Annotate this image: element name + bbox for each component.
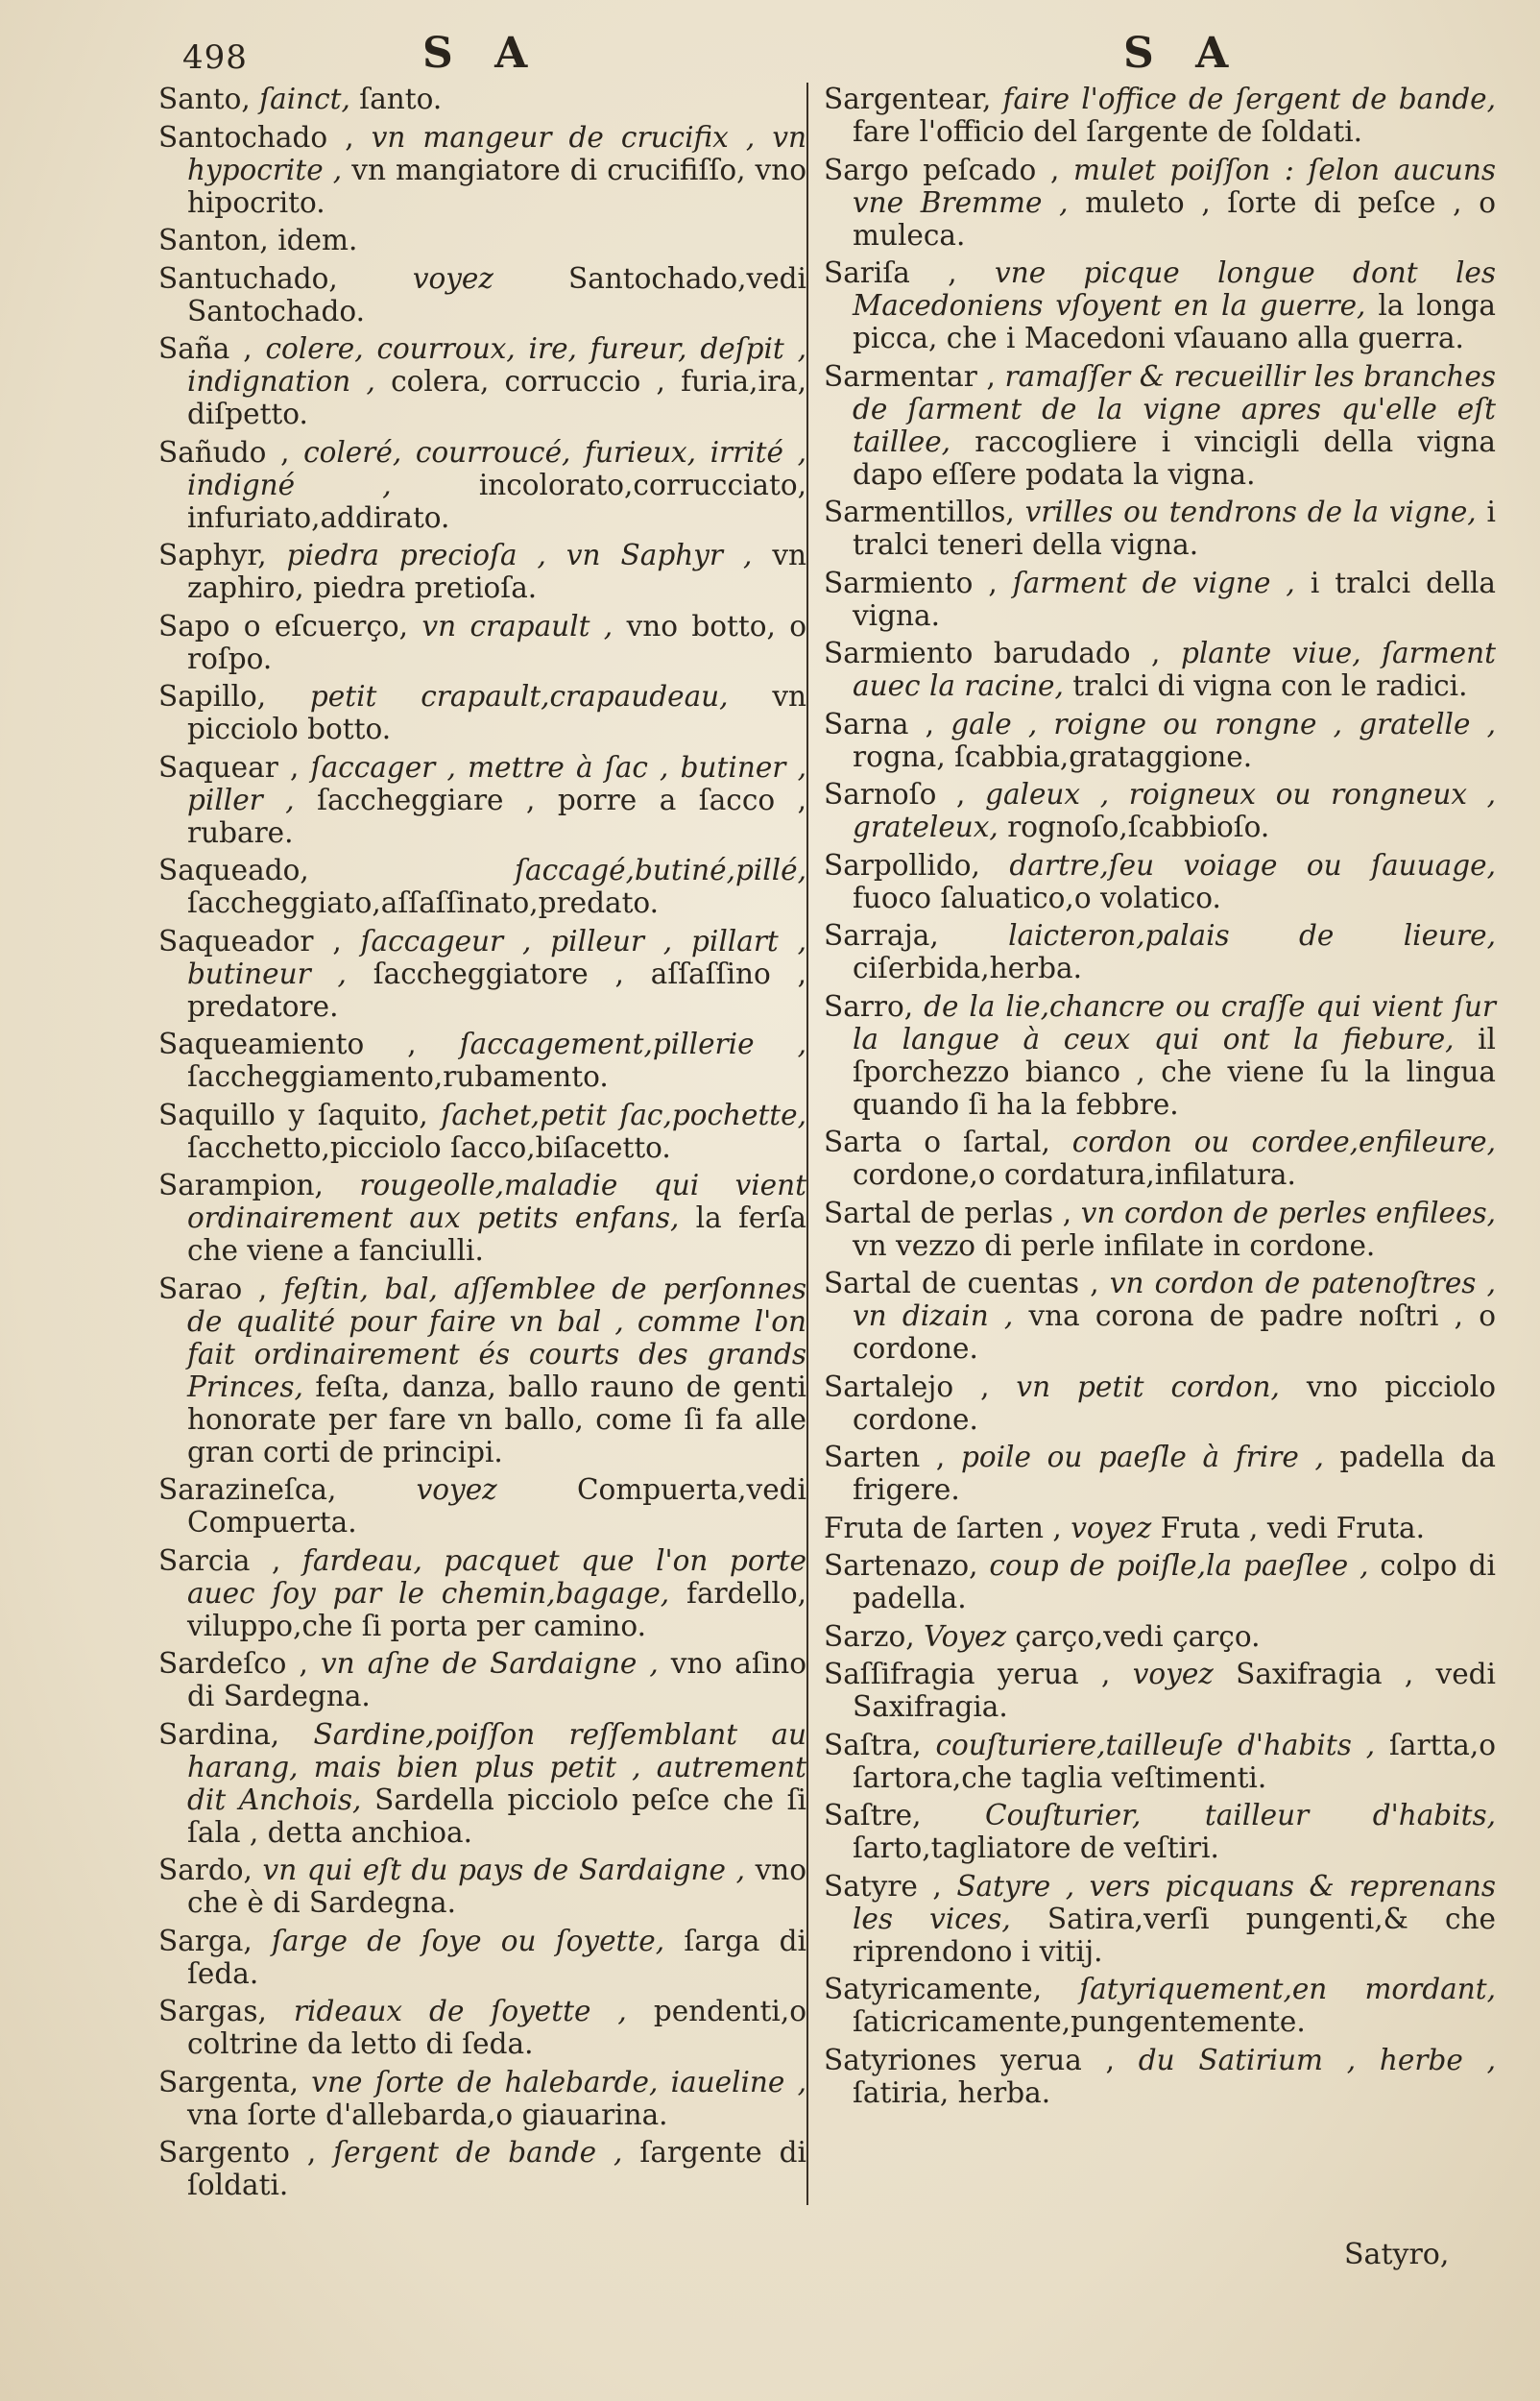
headword: Santon, [158, 224, 269, 256]
italian-gloss: Satira,verſi pungenti,& che riprendono i vitij. [853, 1902, 1496, 1968]
french-gloss: ramaſſer & recueillir les branches de ſarment de la vigne apres qu'elle eſt taillee, [853, 359, 1496, 458]
headword: Sarga, [158, 1924, 253, 1957]
french-gloss: voyez [412, 261, 493, 295]
italian-gloss: raccogliere i vincigli della vigna dapo eſſere podata la vigna. [853, 424, 1496, 491]
dictionary-entry [158, 1169, 806, 1267]
italian-gloss: Sardella picciolo peſce che ſi ſala , detta anchioa. [187, 1783, 806, 1849]
italian-gloss: i tralci teneri della vigna. [853, 496, 1496, 561]
french-gloss: mulet poiſſon : ſelon aucuns vne Bremme , [853, 153, 1496, 219]
dictionary-entry [824, 1658, 1496, 1723]
headword: Santo, [158, 83, 251, 115]
italian-gloss: vno picciolo cordone. [853, 1370, 1496, 1436]
dictionary-entry [158, 332, 806, 430]
running-head-right: S A [1123, 29, 1242, 78]
headword: Saqueador , [158, 924, 342, 958]
dictionary-entry [824, 1370, 1496, 1436]
french-gloss: faire l'office de ſergent de bande, [1002, 83, 1496, 115]
headword: Sapo o eſcuerço, [158, 609, 409, 643]
italian-gloss: rogna, ſcabbia,grataggione. [853, 740, 1253, 773]
french-gloss: ſaccageur , pilleur , pillart , butineur , [187, 924, 806, 990]
french-gloss: du Satirium , herbe , [1138, 2043, 1496, 2076]
italian-gloss: vno che è di Sardegna. [187, 1854, 806, 1919]
dictionary-entry [158, 610, 806, 675]
headword: Satyricamente, [824, 1973, 1043, 2005]
dictionary-entry [824, 496, 1496, 561]
italian-gloss: ſarga di ſeda. [187, 1924, 806, 1990]
italian-gloss: ſanto. [359, 83, 443, 115]
headword: Sarao , [158, 1272, 268, 1305]
french-gloss: ſarge de ſoye ou ſoyette, [271, 1924, 665, 1957]
headword: Sapillo, [158, 680, 267, 713]
italian-gloss: ſarto,tagliatore de veſtiri. [853, 1831, 1219, 1864]
italian-gloss: Santochado,vedi Santochado. [187, 261, 806, 327]
dictionary-entry [158, 2066, 806, 2131]
french-gloss: ſaccagement,pillerie , [459, 1028, 806, 1060]
headword: Sardeſco , [158, 1647, 308, 1680]
french-gloss: voyez [416, 1473, 497, 1506]
french-gloss: piedra precioſa , vn Saphyr , [286, 539, 753, 571]
headword: Sarmentar , [824, 359, 996, 393]
dictionary-entry [158, 1099, 806, 1164]
italian-gloss: vn vezzo di perle infilate in cordone. [853, 1228, 1376, 1262]
headword: Santuchado, [158, 261, 338, 295]
french-gloss: voyez [1132, 1658, 1214, 1690]
italian-gloss: ciſerbida,herba. [853, 952, 1083, 984]
headword: Satyriones yerua , [824, 2043, 1115, 2076]
headword: Saquillo y ſaquito, [158, 1098, 428, 1131]
dictionary-entry [158, 83, 806, 115]
italian-gloss: vna ſorte d'allebarda,o giauarina. [187, 2098, 668, 2131]
dictionary-entry [824, 360, 1496, 491]
headword: Sarten , [824, 1441, 946, 1473]
headword: Santochado , [158, 120, 354, 154]
headword: Saña , [158, 332, 253, 365]
dictionary-entry [158, 680, 806, 745]
italian-gloss: incolorato,corrucciato, infuriato,addirato. [187, 468, 806, 534]
dictionary-entry [158, 224, 806, 256]
french-gloss: poile ou paeſle à frire , [960, 1441, 1324, 1473]
italian-gloss: vn mangiatore di crucifiſſo, vno hipocrito. [187, 153, 806, 219]
headword: Saphyr, [158, 539, 267, 571]
headword: Sarazineſca, [158, 1473, 337, 1506]
italian-gloss: idem. [277, 224, 358, 256]
dictionary-entry [824, 567, 1496, 632]
catchword: Satyro, [1344, 2238, 1450, 2271]
italian-gloss: çarço,vedi çarço. [1015, 1619, 1261, 1653]
french-gloss: couſturiere,tailleuſe d'habits , [935, 1728, 1376, 1761]
left-column [158, 83, 806, 2207]
italian-gloss: feſta, danza, ballo rauno de genti honorate per fare vn ballo, come ſi fa alle gran corti de principi. [187, 1370, 806, 1468]
headword: Fruta de ſarten , [824, 1511, 1062, 1544]
headword: Sarzo, [824, 1619, 915, 1653]
headword: Saſſifragia yerua , [824, 1658, 1111, 1690]
headword: Sartenazo, [824, 1549, 978, 1582]
italian-gloss: colpo di padella. [853, 1549, 1496, 1614]
french-gloss: dartre,ſeu voiage ou ſauuage, [1009, 848, 1496, 882]
french-gloss: coup de poiſle,la paeſlee , [989, 1549, 1369, 1582]
headword: Saqueamiento , [158, 1028, 417, 1060]
french-gloss: Satyre , vers picquans & reprenans les vices, [853, 1869, 1496, 1935]
french-gloss: ſaccagé,butiné,pillé, [515, 854, 806, 886]
dictionary-entry [158, 925, 806, 1023]
dictionary-entry [158, 1273, 806, 1468]
french-gloss: Sardine,poiſſon reſſemblant au harang, mais bien plus petit , autrement dit Anchois, [187, 1717, 806, 1816]
dictionary-entry [158, 854, 806, 919]
french-gloss: ſergent de bande , [333, 2136, 623, 2169]
italian-gloss: vn picciolo botto. [187, 680, 806, 745]
headword: Sarpollido, [824, 848, 980, 882]
italian-gloss: ſargente di ſoldati. [187, 2136, 806, 2201]
dictionary-entry [824, 919, 1496, 984]
dictionary-entry [824, 83, 1496, 148]
dictionary-entry [824, 778, 1496, 843]
dictionary-entry [824, 1620, 1496, 1653]
italian-gloss: pendenti,o coltrine da letto di ſeda. [187, 1995, 806, 2060]
dictionary-entry [824, 849, 1496, 914]
french-gloss: rougeolle,maladie qui vient ordinairement aux petits enfans, [187, 1169, 806, 1234]
dictionary-entry [158, 539, 806, 604]
italian-gloss: i tralci della vigna. [853, 566, 1496, 632]
french-gloss: vn cordon de perles enfilees, [1080, 1196, 1496, 1229]
dictionary-entry [158, 1718, 806, 1849]
headword: Sardo, [158, 1854, 253, 1886]
headword: Sargenta, [158, 2065, 300, 2098]
french-gloss: ſarment de vigne , [1012, 566, 1295, 599]
headword: Sartal de perlas , [824, 1196, 1072, 1229]
italian-gloss: ſacchetto,picciolo ſacco,biſacetto. [187, 1130, 671, 1164]
italian-gloss: vna corona de padre noſtri , o cordone. [853, 1299, 1496, 1365]
dictionary-entry [824, 1799, 1496, 1864]
dictionary-entry [824, 1512, 1496, 1544]
running-head-left: S A [422, 29, 541, 78]
italian-gloss: vn zaphiro, piedra pretioſa. [187, 539, 806, 604]
headword: Sarta o ſartal, [824, 1126, 1050, 1158]
dictionary-entry [158, 2136, 806, 2201]
headword: Saqueado, [158, 854, 309, 886]
dictionary-entry [824, 1197, 1496, 1262]
dictionary-entry [158, 1995, 806, 2060]
dictionary-entry [158, 1854, 806, 1919]
italian-gloss: il ſporchezzo bianco , che viene ſu la lingua quando ſi ha la febbre. [853, 1022, 1496, 1121]
headword: Sartalejo , [824, 1370, 990, 1403]
dictionary-entry [158, 1925, 806, 1990]
french-gloss: vn cordon de patenoſtres , vn dizain , [853, 1267, 1497, 1332]
french-gloss: petit crapault,crapaudeau, [309, 680, 729, 713]
french-gloss: rideaux de ſoyette , [293, 1995, 627, 2027]
italian-gloss: Fruta , vedi Fruta. [1160, 1511, 1426, 1544]
dictionary-entry [158, 262, 806, 327]
italian-gloss: ſaccheggiatore , aſſaſſino , predatore. [187, 957, 806, 1023]
french-gloss: vne picque longue dont les Macedoniens vſoyent en la guerre, [853, 256, 1496, 322]
french-gloss: ſaccager , mettre à ſac , butiner , piller , [187, 750, 806, 816]
dictionary-entry [158, 1028, 806, 1093]
italian-gloss: ſaccheggiamento,rubamento. [187, 1060, 609, 1093]
headword: Sardina, [158, 1717, 280, 1751]
headword: Sariſa , [824, 256, 957, 289]
dictionary-entry [824, 1870, 1496, 1968]
french-gloss: Couſturier, tailleur d'habits, [985, 1799, 1496, 1831]
italian-gloss: Saxifragia , vedi Saxifragia. [853, 1658, 1496, 1723]
headword: Sarmiento barudado , [824, 637, 1161, 669]
headword: Sargentear, [824, 83, 992, 115]
dictionary-entry [824, 990, 1496, 1121]
dictionary-entry [824, 1549, 1496, 1614]
french-gloss: voyez [1071, 1511, 1152, 1544]
headword: Sarnoſo , [824, 778, 966, 811]
headword: Sarampion, [158, 1169, 324, 1201]
dictionary-entry [824, 1126, 1496, 1191]
french-gloss: vne ſorte de halebarde, iaueline , [311, 2065, 806, 2098]
french-gloss: Voyez [923, 1619, 1007, 1653]
headword: Sarna , [824, 707, 935, 740]
french-gloss: de la lie,chancre ou craſſe qui vient ſur la langue à ceux qui ont la fiebure, [853, 989, 1496, 1055]
italian-gloss: ſaccheggiare , porre a ſacco , rubare. [187, 783, 806, 849]
page-number: 498 [182, 38, 248, 77]
dictionary-entry [158, 121, 806, 219]
dictionary-entry [824, 1441, 1496, 1506]
french-gloss: vrilles ou tendrons de la vigne, [1024, 496, 1477, 528]
french-gloss: vn petit cordon, [1016, 1370, 1280, 1403]
headword: Sarro, [824, 989, 914, 1023]
dictionary-entry [824, 256, 1496, 354]
french-gloss: ſatyriquement,en mordant, [1079, 1973, 1496, 2005]
french-gloss: gale , roigne ou rongne , gratelle , [950, 707, 1496, 740]
dictionary-entry [824, 154, 1496, 252]
dictionary-entry [824, 1267, 1496, 1365]
headword: Sargento , [158, 2136, 317, 2169]
italian-gloss: padella da frigere. [853, 1441, 1496, 1506]
french-gloss: vn qui eſt du pays de Sardaigne , [262, 1854, 745, 1886]
french-gloss: cordon ou cordee,enfileure, [1071, 1126, 1496, 1158]
french-gloss: ſachet,petit ſac,pochette, [441, 1098, 806, 1131]
french-gloss: galeux , roigneux ou rongneux , grateleux, [853, 778, 1497, 843]
italian-gloss: muleto , ſorte di peſce , o muleca. [853, 185, 1496, 252]
italian-gloss: ſartta,o ſartora,che taglia veſtimenti. [853, 1728, 1496, 1794]
italian-gloss: fardello, viluppo,che ſi porta per camino. [187, 1576, 806, 1642]
headword: Sargo peſcado , [824, 153, 1060, 186]
dictionary-entry [824, 708, 1496, 773]
french-gloss: feſtin, bal, aſſemblee de perſonnes de qualité pour faire vn bal , comme l'on fait ordinairement és courts des grands Princes, [187, 1272, 806, 1403]
headword: Sarmentillos, [824, 496, 1015, 528]
dictionary-entry [824, 637, 1496, 702]
french-gloss: vn mangeur de crucifix , vn hypocrite , [187, 120, 806, 186]
french-gloss: coleré, courroucé, furieux, irrité , indigné , [187, 435, 806, 501]
dictionary-entry [158, 1647, 806, 1712]
headword: Sargas, [158, 1995, 267, 2027]
headword: Sartal de cuentas , [824, 1267, 1099, 1299]
italian-gloss: cordone,o cordatura,infilatura. [853, 1158, 1296, 1191]
dictionary-entry [158, 1544, 806, 1642]
italian-gloss: colera, corruccio , furia,ira, diſpetto. [187, 365, 806, 430]
headword: Saquear , [158, 750, 300, 784]
italian-gloss: rognoſo,ſcabbioſo. [1007, 811, 1270, 843]
french-gloss: ſainct, [259, 83, 350, 115]
french-gloss: vn crapault , [421, 609, 614, 643]
french-gloss: plante viue, ſarment auec la racine, [853, 637, 1496, 702]
dictionary-entry [158, 1473, 806, 1539]
italian-gloss: tralci di vigna con le radici. [1072, 669, 1468, 702]
dictionary-entry [158, 751, 806, 849]
italian-gloss: fare l'officio del ſargente de ſoldati. [853, 115, 1362, 148]
italian-gloss: vno aſino di Sardegna. [187, 1647, 806, 1712]
dictionary-entry [824, 1729, 1496, 1794]
headword: Sañudo , [158, 435, 290, 469]
french-gloss: laicteron,palais de lieure, [1008, 919, 1496, 952]
italian-gloss: la ferſa che viene a fanciulli. [187, 1201, 806, 1267]
headword: Sarmiento , [824, 566, 998, 599]
italian-gloss: ſaticricamente,pungentemente. [853, 2005, 1306, 2038]
dictionary-entry [824, 1973, 1496, 2038]
dictionary-entry [824, 2044, 1496, 2109]
italian-gloss: fuoco ſaluatico,o volatico. [853, 881, 1221, 914]
headword: Sarcia , [158, 1543, 281, 1577]
dictionary-entry [158, 436, 806, 534]
italian-gloss: vno botto, o roſpo. [187, 609, 806, 675]
italian-gloss: la longa picca, che i Macedoni vſauano alla guerra. [853, 289, 1496, 354]
french-gloss: colere, courroux, ire, fureur, deſpit , indignation , [187, 332, 807, 398]
headword: Saſtra, [824, 1728, 922, 1761]
italian-gloss: Compuerta,vedi Compuerta. [187, 1473, 806, 1539]
french-gloss: fardeau, pacquet que l'on porte auec ſoy par le chemin,bagage, [187, 1543, 806, 1610]
italian-gloss: ſaccheggiato,aſſaſſinato,predato. [187, 886, 660, 919]
headword: Saſtre, [824, 1799, 922, 1831]
column-divider [806, 83, 808, 2205]
headword: Satyre , [824, 1869, 942, 1903]
french-gloss: vn aſne de Sardaigne , [320, 1647, 659, 1680]
right-column [824, 83, 1496, 2114]
italian-gloss: ſatiria, herba. [853, 2075, 1051, 2109]
headword: Sarraja, [824, 919, 939, 952]
